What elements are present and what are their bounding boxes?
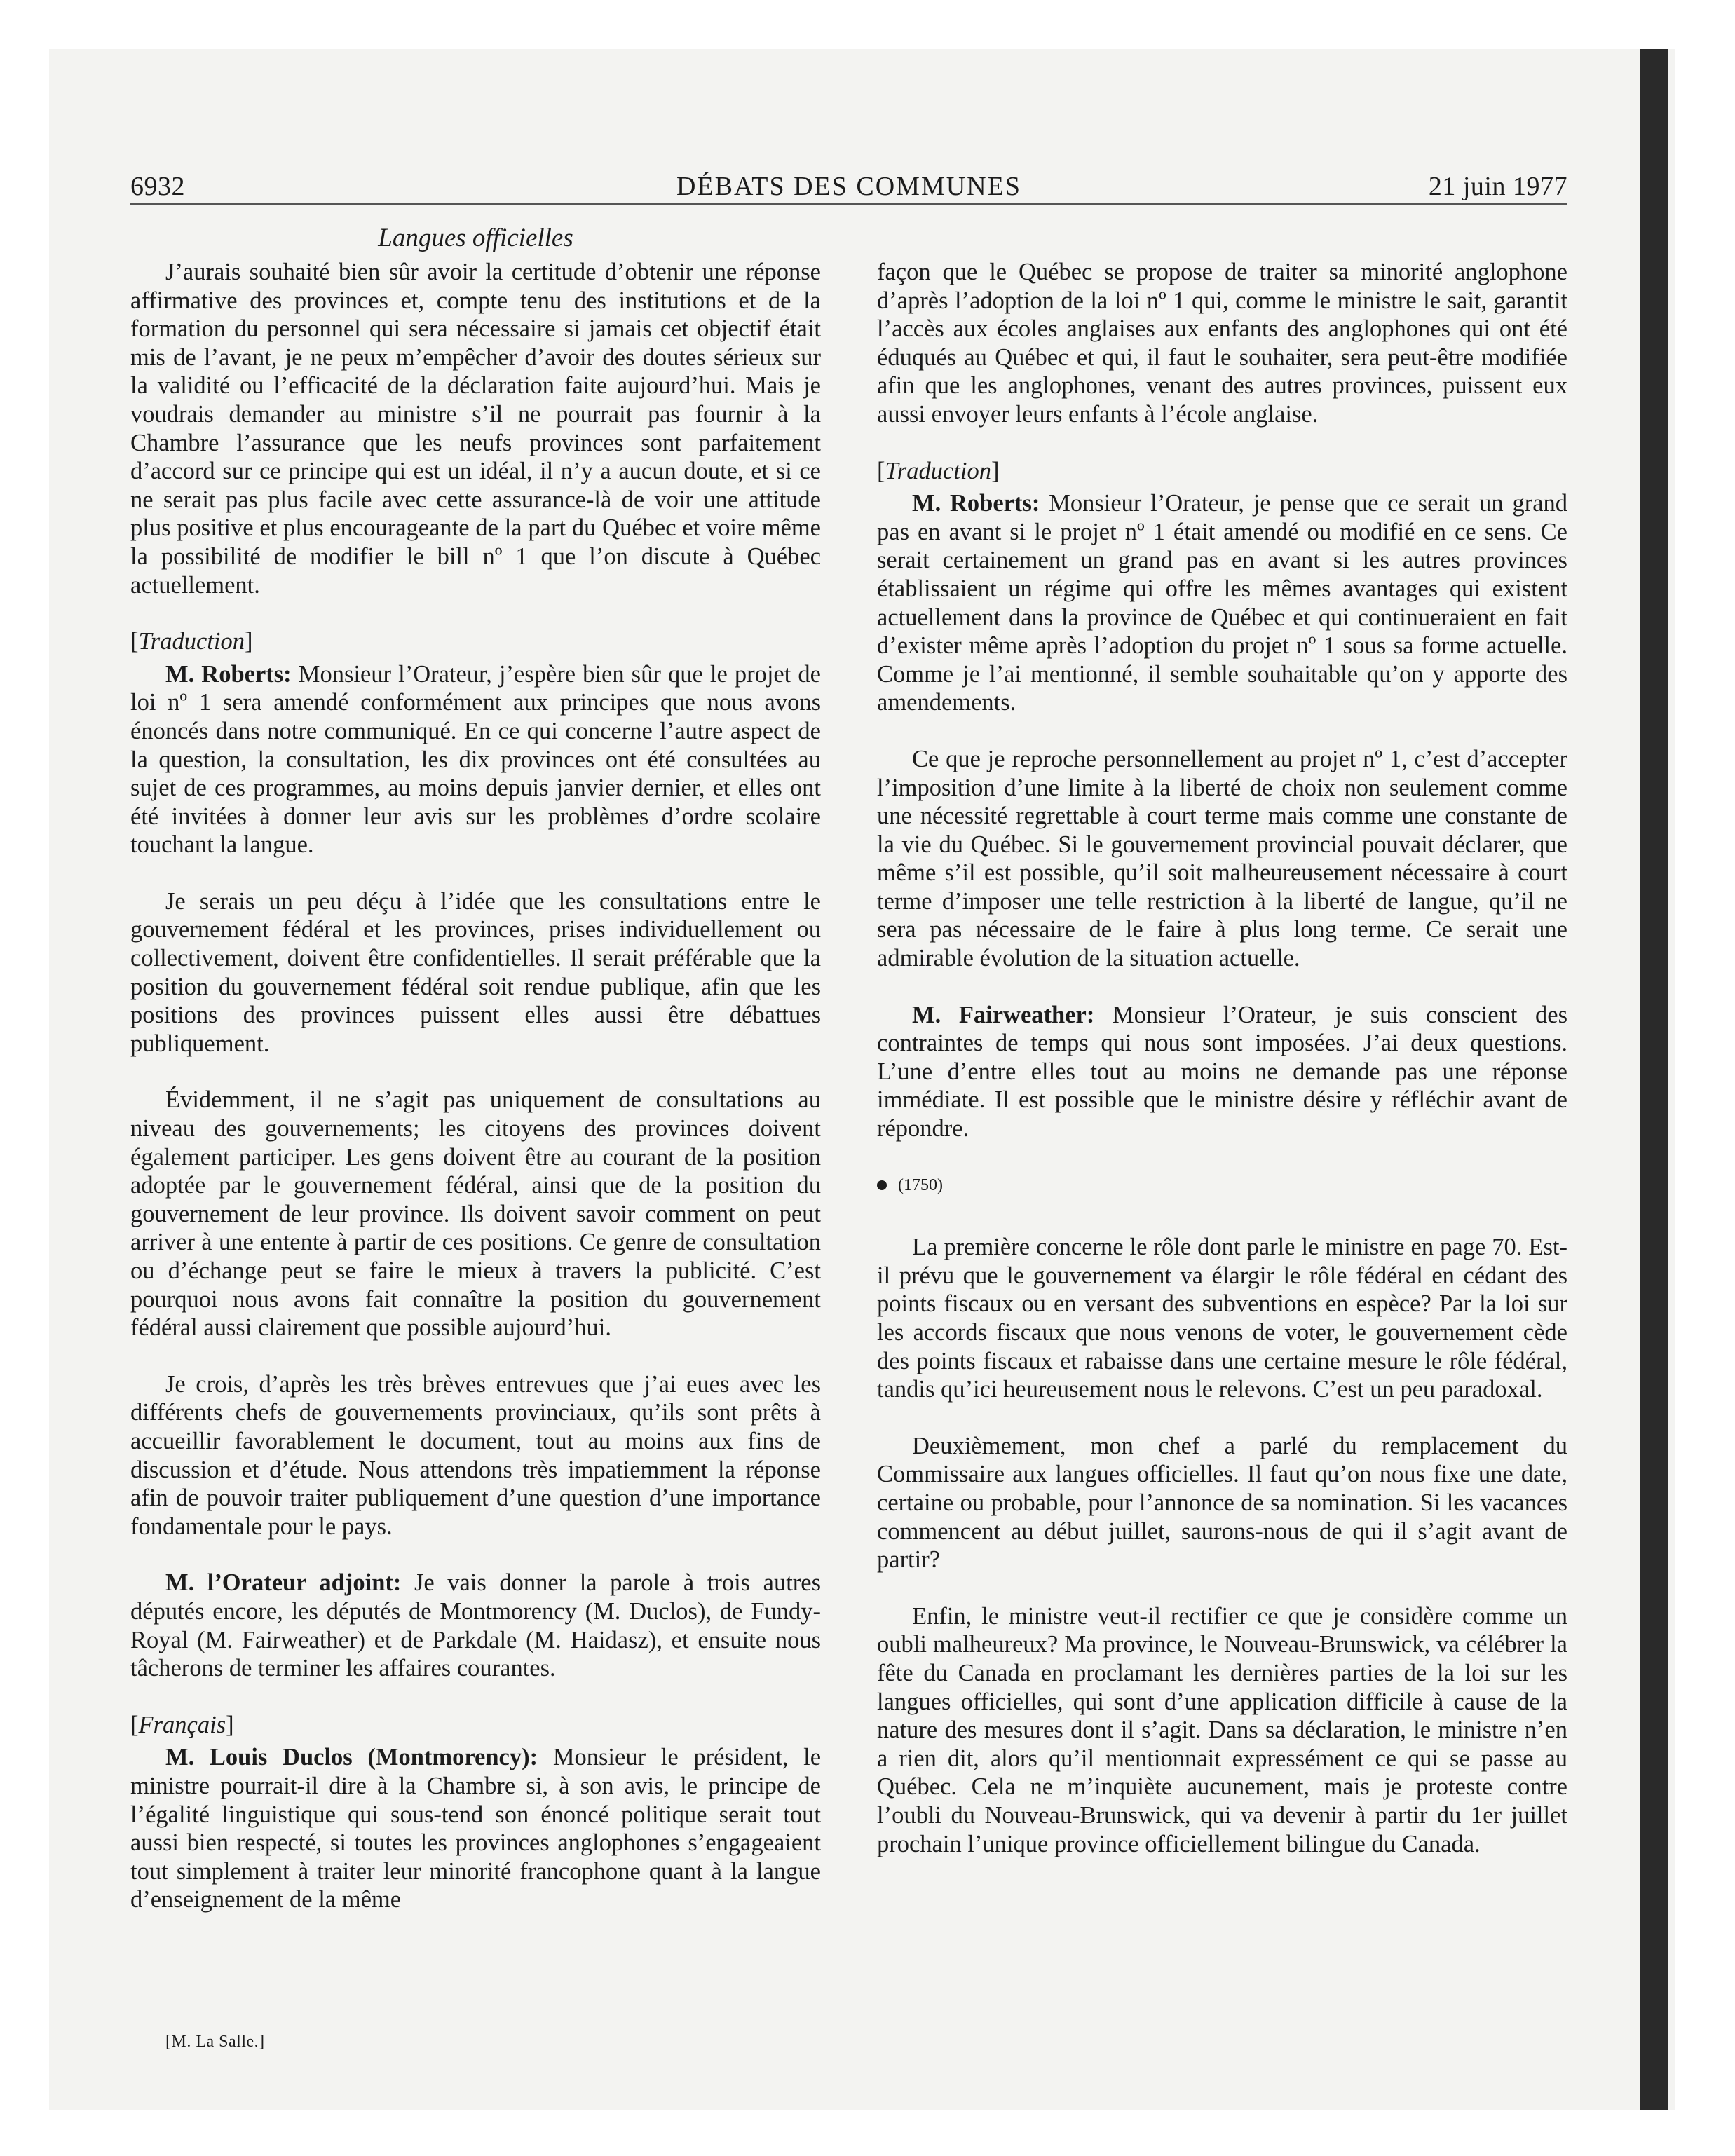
paragraph: Évidemment, il ne s’agit pas uniquement de consultations au niveau des gouvernements; les citoyens des provinces doivent également participer. Les gens doivent être au courant de la position adoptée par le gouvernement fédéral, ainsi que de la position du gouvernement de leur province. Ils doivent savoir comment on peut arriver à une entente à partir de ces positions. Ce genre de consultation ou d’échange peut se faire le mieux à travers la publicité. C’est pourquoi nous avons fait connaître la position du gouvernement fédéral aussi clairement que possible aujourd’hui. — [130, 1086, 821, 1342]
right-column — [877, 258, 1567, 1858]
section-title: Langues officielles — [378, 224, 573, 252]
translation-tag: [Traduction] — [130, 628, 253, 655]
scan-edge-shadow — [1640, 49, 1668, 2110]
speaker-name: M. Fairweather: — [912, 1001, 1095, 1028]
paragraph: façon que le Québec se propose de traiter sa minorité anglophone d’après l’adoption de la loi nº 1 qui, comme le ministre le sait, garantit l’accès aux écoles anglaises aux enfants des anglophones qui ont été éduqués au Québec et qui, il faut le souhaiter, sera peut-être modifiée afin que les anglophones, venant des autres provinces, puissent eux aussi envoyer leurs enfants à l’école anglaise. — [877, 259, 1567, 428]
paragraph: M. Roberts: Monsieur l’Orateur, je pense que ce serait un grand pas en avant si le projet nº 1 était amendé ou modifié en ce sens. Ce serait certainement un grand pas en avant si les autres provinces établissaient un régime qui offre les mêmes avantages qui existent actuellement dans la province de Québec et qui continueraient en fait d’exister même après l’adoption du projet nº 1 sous sa forme actuelle. Comme je l’ai mentionné, il semble souhaitable qu’on y apporte des amendements. — [877, 490, 1568, 716]
paragraph: Je serais un peu déçu à l’idée que les consultations entre le gouvernement fédéral et les provinces, prises individuellement ou collectivement, doivent être confidentielles. Il serait préférable que la position du gouvernement fédéral soit rendue publique, afin que les positions des provinces puissent elles aussi être débattues publiquement. — [130, 887, 821, 1057]
speaker-name: M. Roberts: — [912, 490, 1040, 517]
speaker-name: M. Roberts: — [165, 660, 292, 688]
language-tag: [Français] — [130, 1711, 234, 1738]
paragraph: Je crois, d’après les très brèves entrevues que j’ai eues avec les différents chefs de gouvernements provinciaux, qu’ils sont prêts à accueillir favorablement le document, tout au moins aux fins de discussion et d’étude. Nous attendons très impatiemment la réponse afin de pouvoir traiter publiquement d’une question d’une importance fondamentale pour le pays. — [130, 1370, 821, 1540]
left-column — [130, 258, 821, 1914]
paragraph: La première concerne le rôle dont parle le ministre en page 70. Est-il prévu que le gouvernement va élargir le rôle fédéral en cédant des points fiscaux ou en versant des subventions en espèce? Par la loi sur les accords fiscaux que nous venons de voter, le gouvernement cède des points fiscaux et rabaisse dans une certaine mesure le rôle fédéral, tandis qu’ici heureusement nous le relevons. C’est un peu paradoxal. — [877, 1234, 1567, 1403]
paragraph: M. Louis Duclos (Montmorency): Monsieur le président, le ministre pourrait-il dire à la Chambre si, à son avis, le principe de l’égalité linguistique qui sous-tend son énoncé politique serait tout aussi bien respecté, si toutes les provinces anglophones s’engageaient tout simplement à traiter leur minorité francophone quant à la langue d’enseignement de la même — [130, 1744, 822, 1913]
paragraph: M. Fairweather: Monsieur l’Orateur, je suis conscient des contraintes de temps qui nous sont imposées. J’ai deux questions. L’une d’entre elles tout au moins ne demande pas une réponse immédiate. Il est possible que le ministre désire y réfléchir avant de répondre. — [877, 1001, 1567, 1142]
paragraph: M. Roberts: Monsieur l’Orateur, j’espère bien sûr que le projet de loi nº 1 sera amendé conformément aux principes que nous avons énoncés dans notre communiqué. En ce qui concerne l’autre aspect de la question, la consultation, les dix provinces ont été consultées au sujet de ces programmes, au moins depuis janvier dernier, et elles ont été invitées à donner leur avis sur les problèmes d’ordre scolaire touchant la langue. — [130, 660, 821, 859]
paragraph: M. l’Orateur adjoint: Je vais donner la parole à trois autres députés encore, les députés de Montmorency (M. Duclos), de Fundy-Royal (M. Fairweather) et de Parkdale (M. Haidasz), et ensuite nous tâcherons de terminer les affaires courantes. — [130, 1569, 822, 1682]
paragraph: Ce que je reproche personnellement au projet nº 1, c’est d’accepter l’imposition d’une limite à la liberté de choix non seulement comme une nécessité regrettable à court terme mais comme une constante de la vie du Québec. Si le gouvernement provincial pouvait déclarer, que même s’il est possible, qu’il soit malheureusement nécessaire à court terme d’imposer une telle restriction à la liberté de langue, qu’il ne sera pas nécessaire de le faire à plus long terme. Ce serait une admirable évolution de la situation actuelle. — [877, 745, 1567, 972]
time-stamp: (1750) — [898, 1175, 943, 1194]
paragraph: Deuxièmement, mon chef a parlé du remplacement du Commissaire aux langues officielles. Il faut qu’on nous fixe une date, certaine ou probable, pour l’annonce de sa nomination. Si les vacances commencent au début juillet, saurons-nous de qui il s’agit avant de partir? — [877, 1432, 1567, 1574]
page-date: 21 juin 1977 — [1428, 172, 1567, 201]
time-marker — [877, 1171, 1567, 1200]
translation-tag: [Traduction] — [877, 457, 1000, 484]
page-number: 6932 — [130, 172, 185, 201]
publication-title: DÉBATS DES COMMUNES — [676, 172, 1021, 201]
paragraph: Enfin, le ministre veut-il rectifier ce que je considère comme un oubli malheureux? Ma province, le Nouveau-Brunswick, va célébrer la fête du Canada en proclamant les dernières parties de la loi sur les langues officielles, qui sont d’une application difficile à cause de la nature des mesures dont il s’agit. Dans sa déclaration, le ministre n’en a rien dit, alors qu’il mentionnait expressément ce qui se passe au Québec. Cela ne m’inquiète aucunement, mais je proteste contre l’oubli du Nouveau-Brunswick, qui va devenir à partir du 1er juillet prochain l’unique province officiellement bilingue du Canada. — [877, 1602, 1567, 1857]
speaker-name: M. l’Orateur adjoint: — [165, 1569, 402, 1597]
footer-speaker-note: [M. La Salle.] — [165, 2033, 265, 2051]
speaker-name: M. Louis Duclos (Montmorency): — [165, 1744, 538, 1771]
header-rule — [130, 203, 1567, 205]
page-header — [130, 167, 1567, 205]
bullet-icon — [877, 1180, 887, 1190]
paragraph: J’aurais souhaité bien sûr avoir la certitude d’obtenir une réponse affirmative des provinces et, compte tenu des institutions et de la formation du personnel qui sera nécessaire si jamais cet objectif était mis de l’avant, je ne peux m’empêcher d’avoir des doutes sérieux sur la validité ou l’efficacité de la déclaration faite aujourd’hui. Mais je voudrais demander au ministre s’il ne pourrait pas fournir à la Chambre l’assurance que les neufs provinces sont parfaitement d’accord sur ce principe qui est un idéal, il n’y a aucun doute, et si ce ne serait pas plus facile avec cette assurance-là de voir une attitude plus positive et plus encourageante de la part du Québec et voire même la possibilité de modifier le bill nº 1 que l’on discute à Québec actuellement. — [130, 259, 821, 599]
